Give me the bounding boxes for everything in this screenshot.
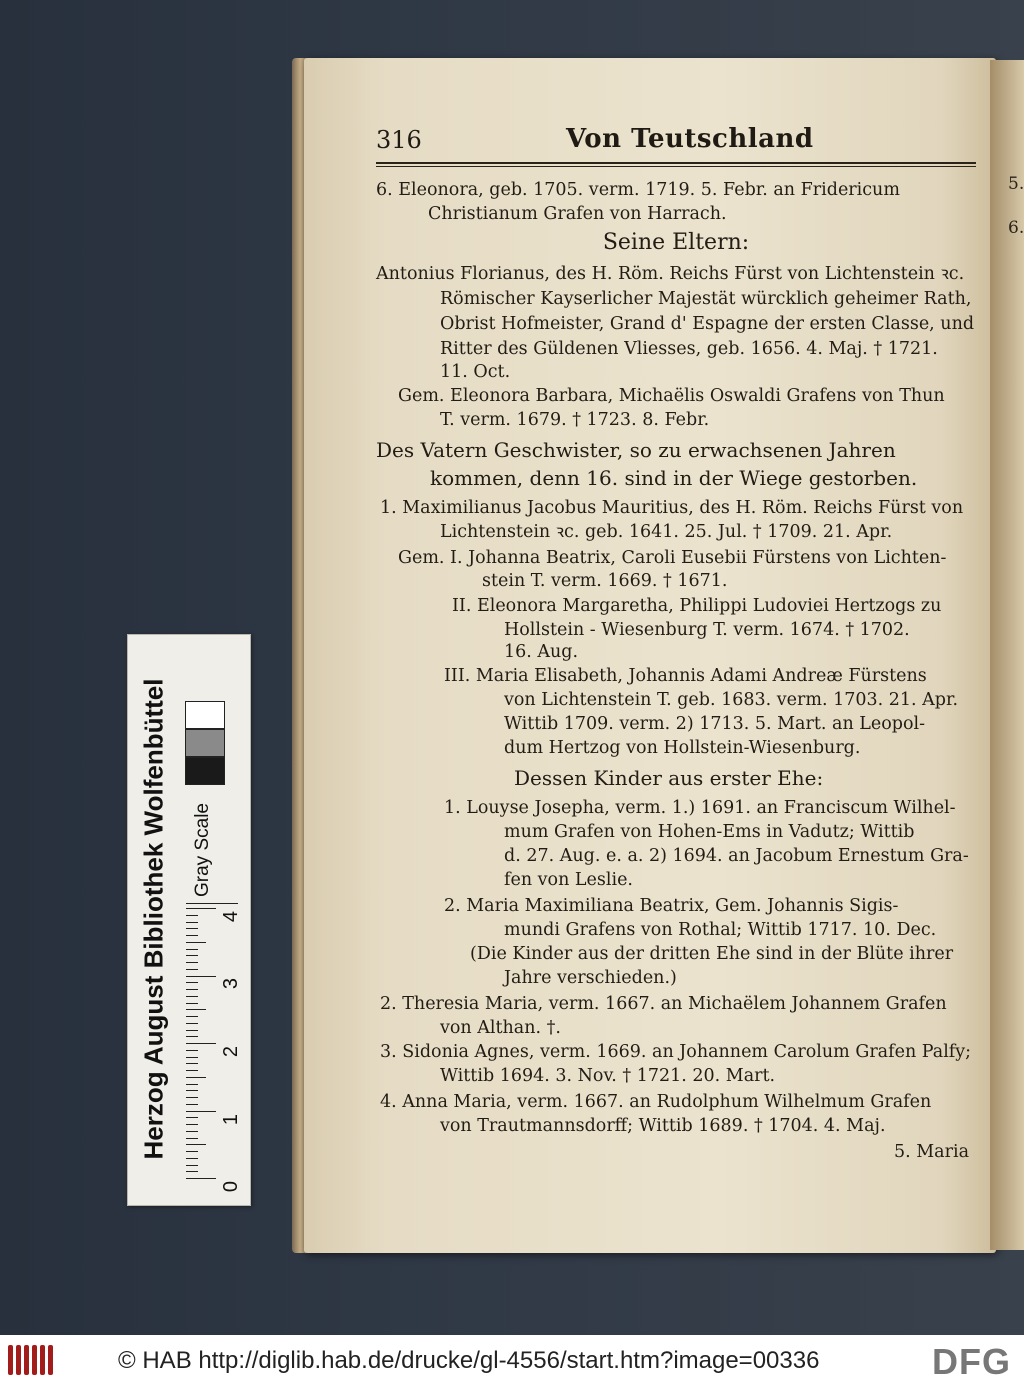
- text-line: 1. Louyse Josepha, verm. 1.) 1691. an Franciscum Wilhel-: [444, 798, 956, 818]
- text-line: von Trautmannsdorff; Wittib 1689. † 1704. 4. Maj.: [440, 1116, 886, 1136]
- ruler-tick: [186, 1057, 198, 1058]
- hab-logo-icon: [8, 1345, 54, 1375]
- text-line: 4. Anna Maria, verm. 1667. an Rudolphum Wilhelmum Grafen: [380, 1092, 932, 1112]
- ruler-tick: [186, 1117, 198, 1118]
- scale-number: 4: [220, 910, 243, 923]
- ruler-tick: [186, 1050, 198, 1051]
- ruler-tick: [186, 1144, 206, 1145]
- scale-number: 2: [220, 1045, 243, 1058]
- running-title: Von Teutschland: [566, 124, 814, 154]
- ruler-tick: [186, 1077, 206, 1078]
- header-rule: [376, 162, 976, 164]
- scale-number: 1: [220, 1113, 243, 1126]
- text-line: Jahre verschieden.): [504, 968, 677, 988]
- text-line: Ritter des Güldenen Vliesses, geb. 1656. 4. Maj. † 1721.: [440, 339, 938, 359]
- text-line: Lichtenstein ꝛc. geb. 1641. 25. Jul. † 1709. 21. Apr.: [440, 522, 893, 542]
- scale-number: 3: [220, 977, 243, 990]
- ruler-tick: [186, 1016, 198, 1017]
- ruler-tick: [186, 955, 198, 956]
- ruler-tick: [186, 1036, 198, 1037]
- ruler-tick: [186, 928, 198, 929]
- ruler-tick: [186, 1104, 198, 1105]
- text-line: Römischer Kayserlicher Majestät würcklich geheimer Rath,: [440, 289, 972, 309]
- ruler-tick: [186, 1070, 198, 1071]
- ruler-tick: [186, 1165, 198, 1166]
- text-line: Wittib 1694. 3. Nov. † 1721. 20. Mart.: [440, 1066, 776, 1086]
- ruler-tick: [186, 962, 198, 963]
- ruler-tick: [186, 1131, 198, 1132]
- text-line: (Die Kinder aus der dritten Ehe sind in der Blüte ihrer: [470, 944, 954, 964]
- next-page-fragment: 6.: [1008, 218, 1024, 238]
- ruler-tick: [186, 1023, 198, 1024]
- text-line: stein T. verm. 1669. † 1671.: [482, 571, 728, 591]
- ruler-tick: [186, 996, 198, 997]
- header-rule-thin: [376, 166, 976, 167]
- text-line: dum Hertzog von Hollstein-Wiesenburg.: [504, 738, 861, 758]
- text-line: 11. Oct.: [440, 362, 511, 382]
- ruler-tick: [186, 969, 198, 970]
- ruler-tick: [186, 1043, 216, 1044]
- ruler-tick: [186, 1003, 198, 1004]
- ruler-tick: [186, 1030, 198, 1031]
- ruler-tick: [186, 1158, 198, 1159]
- copyright-url[interactable]: © HAB http://diglib.hab.de/drucke/gl-4556/start.htm?image=00336: [118, 1347, 820, 1374]
- color-reference-ruler: [127, 634, 251, 1206]
- ruler-tick: [186, 1138, 198, 1139]
- ruler-tick: [186, 949, 198, 950]
- ruler-tick: [186, 1124, 198, 1125]
- ruler-tick: [186, 1009, 206, 1010]
- text-line: Hollstein - Wiesenburg T. verm. 1674. † 1702.: [504, 620, 910, 640]
- ruler-tick: [186, 922, 198, 923]
- ruler-tick: [186, 1151, 198, 1152]
- text-line: Antonius Florianus, des H. Röm. Reichs Fürst von Lichtenstein ꝛc.: [376, 264, 965, 284]
- ruler-tick: [186, 1063, 198, 1064]
- text-line: 16. Aug.: [504, 642, 579, 662]
- text-line: Wittib 1709. verm. 2) 1713. 5. Mart. an Leopol-: [504, 714, 926, 734]
- ruler-tick: [186, 908, 216, 909]
- text-line: von Lichtenstein T. geb. 1683. verm. 1703. 21. Apr.: [504, 690, 959, 710]
- ruler-tick: [186, 1090, 198, 1091]
- section-heading: Des Vatern Geschwister, so zu erwachsenen Jahren: [376, 438, 896, 462]
- text-line: III. Maria Elisabeth, Johannis Adami Andreæ Fürstens: [444, 666, 927, 686]
- scale-number: 0: [220, 1180, 243, 1193]
- gray-swatch-mid: [185, 729, 225, 757]
- next-page-fragment: 5.: [1008, 174, 1024, 194]
- text-line: mum Grafen von Hohen-Ems in Vadutz; Wittib: [504, 822, 915, 842]
- section-heading: Seine Eltern:: [602, 230, 750, 255]
- text-line: 6. Eleonora, geb. 1705. verm. 1719. 5. Febr. an Fridericum: [376, 180, 900, 200]
- ruler-tick: [186, 1178, 216, 1179]
- page-number: 316: [376, 126, 422, 154]
- dfg-logo: DFG: [932, 1341, 1011, 1382]
- ruler-tick: [186, 935, 198, 936]
- gray-swatch-white: [185, 701, 225, 729]
- text-line: d. 27. Aug. e. a. 2) 1694. an Jacobum Ernestum Gra-: [504, 846, 969, 866]
- gray-scale-label: Gray Scale: [192, 803, 213, 897]
- text-line: 3. Sidonia Agnes, verm. 1669. an Johannem Carolum Grafen Palfy;: [380, 1042, 972, 1062]
- ruler-tick: [186, 989, 198, 990]
- ruler-tick: [186, 976, 216, 977]
- ruler-tick: [186, 915, 198, 916]
- ruler-tick: [186, 942, 206, 943]
- ruler-tick: [186, 1084, 198, 1085]
- section-heading: Dessen Kinder aus erster Ehe:: [514, 766, 824, 790]
- footer-bar: [0, 1335, 1024, 1387]
- text-line: von Althan. †.: [440, 1018, 561, 1038]
- gray-swatch-black: [185, 757, 225, 785]
- page-header: [376, 126, 976, 162]
- ruler-tick: [186, 982, 198, 983]
- text-line: Obrist Hofmeister, Grand d' Espagne der ersten Classe, und: [440, 314, 975, 334]
- text-line: T. verm. 1679. † 1723. 8. Febr.: [440, 410, 710, 430]
- text-line: Gem. Eleonora Barbara, Michaëlis Oswaldi Grafens von Thun: [398, 386, 945, 406]
- section-heading: kommen, denn 16. sind in der Wiege gestorben.: [430, 466, 918, 490]
- text-line: II. Eleonora Margaretha, Philippi Ludoviei Hertzogs zu: [452, 596, 942, 616]
- catchword: 5. Maria: [894, 1142, 970, 1162]
- ruler-tick: [186, 1097, 198, 1098]
- text-line: Gem. I. Johanna Beatrix, Caroli Eusebii Fürstens von Lichten-: [398, 548, 947, 568]
- ruler-tick: [186, 1171, 198, 1172]
- text-line: fen von Leslie.: [504, 870, 633, 890]
- next-page-edge: [990, 60, 1024, 1250]
- text-line: Christianum Grafen von Harrach.: [428, 204, 727, 224]
- text-line: mundi Grafens von Rothal; Wittib 1717. 10. Dec.: [504, 920, 937, 940]
- text-line: 2. Maria Maximiliana Beatrix, Gem. Johannis Sigis-: [444, 896, 899, 916]
- text-line: 1. Maximilianus Jacobus Mauritius, des H. Röm. Reichs Fürst von: [380, 498, 964, 518]
- ruler-tick: [186, 1111, 216, 1112]
- text-line: 2. Theresia Maria, verm. 1667. an Michaëlem Johannem Grafen: [380, 994, 947, 1014]
- ruler-library-label: Herzog August Bibliothek Wolfenbüttel: [138, 678, 169, 1160]
